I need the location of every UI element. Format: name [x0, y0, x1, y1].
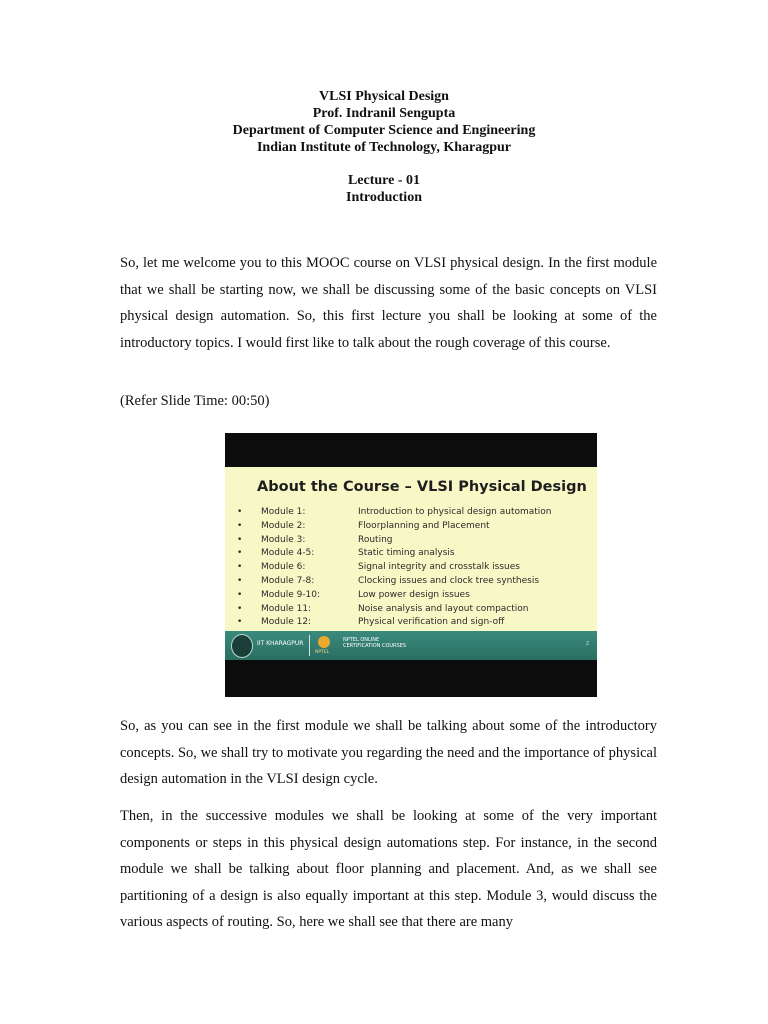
slide-footer-bar [225, 631, 597, 660]
slide-page-number: 2 [585, 641, 589, 647]
module-topic: Static timing analysis [358, 548, 455, 559]
bullet-icon: • [237, 520, 243, 531]
nptel-line-2: CERTIFICATION COURSES [343, 643, 407, 649]
bullet-icon: • [237, 589, 243, 600]
module-topic: Introduction to physical design automation [358, 507, 552, 517]
slide-time-reference: (Refer Slide Time: 00:50) [120, 393, 270, 409]
module-topic: Floorplanning and Placement [358, 520, 490, 531]
institute-name: Indian Institute of Technology, Kharagpur [256, 140, 511, 155]
iit-kharagpur-logo-icon [231, 634, 253, 658]
module-name: Module 1: [261, 507, 306, 517]
module-topic: Low power design issues [358, 589, 470, 600]
module-topic: Noise analysis and layout compaction [358, 603, 529, 614]
nptel-logo-icon [318, 636, 330, 648]
module-name: Module 4-5: [261, 548, 315, 559]
document-header [0, 88, 768, 156]
department-name: Department of Computer Science and Engineering [232, 123, 536, 138]
module-name: Module 3: [261, 534, 306, 545]
professor-name: Prof. Indranil Sengupta [312, 106, 456, 121]
module-topic: Signal integrity and crosstalk issues [358, 562, 520, 573]
bullet-icon: • [237, 603, 243, 614]
module-topic: Routing [358, 534, 393, 545]
bullet-icon: • [237, 548, 243, 559]
paragraph-first-module: So, as you can see in the first module we shall be talking about some of the introductory concepts. So, we shall try to motivate you regarding the need and the importance of physical design automation in the VLSI design cycle. [120, 718, 657, 787]
nptel-logo-label: NPTEL [315, 650, 330, 655]
module-topic: Physical verification and sign-off [358, 617, 505, 628]
iit-kharagpur-label: IIT KHARAGPUR [257, 640, 304, 647]
bullet-icon: • [237, 534, 243, 545]
slide-content [225, 467, 597, 660]
bullet-icon: • [237, 617, 243, 628]
paragraph-successive-modules: Then, in the successive modules we shall be looking at some of the very important components or steps in this physical design automations step. For instance, in the second module we shall be talking about floor planning and placement. And, as we shall see partitioning of a design is also equally important at this step. Module 3, would discuss the various aspects of routing. So, here we shall see that there are many [120, 808, 657, 930]
module-name: Module 11: [261, 603, 312, 614]
module-topic: Clocking issues and clock tree synthesis [358, 575, 540, 586]
nptel-certification-label [343, 637, 406, 649]
lecture-title: Introduction [346, 190, 422, 205]
nptel-line-1: NPTEL ONLINE [343, 637, 380, 643]
lecture-number: Lecture - 01 [347, 173, 421, 188]
paragraph-intro: So, let me welcome you to this MOOC course on VLSI physical design. In the first module that we shall be starting now, we shall be discussing some of the basic concepts on VLSI physical design automation. So, this first lecture you shall be looking at some of the introductory topics. I would first like to talk about the rough coverage of this course. [120, 255, 657, 351]
bullet-icon: • [237, 507, 243, 517]
module-name: Module 12: [261, 617, 312, 628]
module-name: Module 9-10: [261, 589, 321, 600]
bullet-icon: • [237, 562, 243, 573]
footer-divider [309, 635, 310, 656]
module-name: Module 2: [261, 520, 306, 531]
module-name: Module 7-8: [261, 575, 315, 586]
lecture-heading [0, 172, 768, 206]
course-title: VLSI Physical Design [319, 89, 449, 104]
bullet-icon: • [237, 575, 243, 586]
module-name: Module 6: [261, 562, 306, 573]
lecture-slide-image [225, 433, 597, 697]
slide-title: About the Course – VLSI Physical Design [257, 479, 587, 495]
